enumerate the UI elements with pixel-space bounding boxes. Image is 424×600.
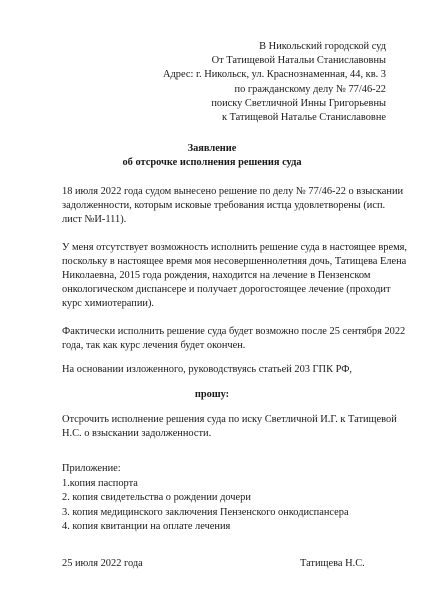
p1-line-3: лист №И-111). <box>62 214 127 225</box>
p4-line: На основании изложенного, руководствуясь статьей 203 ГПК РФ, <box>62 364 353 375</box>
p2-line-2: поскольку в настоящее время моя несовершеннолетняя дочь, Татищева Елена <box>62 256 407 267</box>
p5-line-1: Отсрочить исполнение решения суда по иску Светличной И.Г. к Татищевой <box>62 414 397 425</box>
p1-line-2: задолженности, которым исковые требования истца удовлетворены (исп. <box>62 200 386 211</box>
p3-line-1: Фактически исполнить решение суда будет возможно после 25 сентября 2022 <box>62 326 406 337</box>
request-heading: прошу: <box>194 389 230 400</box>
p2-line-3: Николаевна, 2015 года рождения, находится на лечение в Пензенском <box>62 270 371 281</box>
attachment-item: 4. копия квитанции на оплате лечения <box>62 521 231 532</box>
header-address: Адрес: г. Никольск, ул. Краснознаменная, 44, кв. 3 <box>163 69 386 80</box>
p2-line-5: курс химиотерапии). <box>62 298 155 309</box>
p1-line-1: 18 июля 2022 года судом вынесено решение по делу № 77/46-22 о взыскании <box>62 186 404 197</box>
p3-line-2: года, так как курс лечения будет окончен. <box>62 340 246 351</box>
footer-date: 25 июля 2022 года <box>62 558 143 569</box>
attachment-item: 2. копия свидетельства о рождении дочери <box>62 492 251 503</box>
document-subtitle: об отсрочке исполнения решения суда <box>122 157 302 168</box>
document-title: Заявление <box>187 143 237 154</box>
header-claim: поиску Светличной Инны Григорьевны <box>211 98 386 109</box>
header-court: В Никольский городской суд <box>259 41 386 52</box>
header-from: От Татищевой Натальи Станиславовны <box>211 55 386 66</box>
p2-line-4: онкологическом диспансере и получает дорогостоящее лечение (проходит <box>62 284 391 295</box>
header-defendant: к Татищевой Наталье Станиславовне <box>221 112 386 123</box>
header-case: по гражданскому делу № 77/46-22 <box>234 84 386 95</box>
p2-line-1: У меня отсутствует возможность исполнить решение суда в настоящее время, <box>62 242 408 253</box>
attachments-heading: Приложение: <box>62 463 121 474</box>
footer-signature: Татищева Н.С. <box>300 558 365 569</box>
attachment-item: 1.копия паспорта <box>62 478 138 489</box>
attachment-item: 3. копия медицинского заключения Пензенского онкодиспансера <box>62 507 349 518</box>
p5-line-2: Н.С. о взыскании задолженности. <box>62 428 212 439</box>
